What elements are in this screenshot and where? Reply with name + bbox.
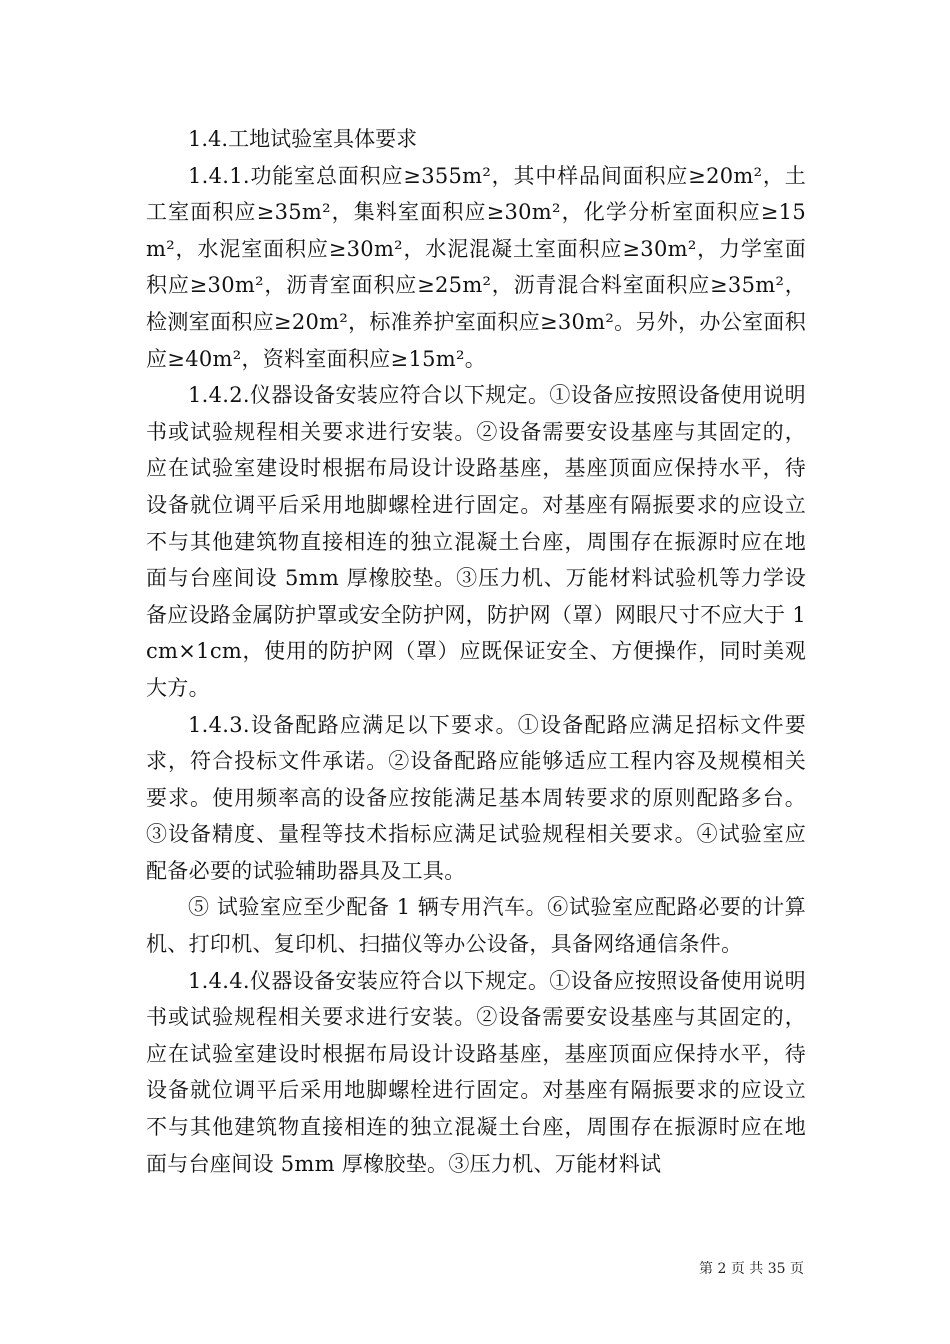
paragraph-1-4-4: 1.4.4.仪器设备安装应符合以下规定。①设备应按照设备使用说明书或试验规程相关要求进行安装。②设备需要安设基座与其固定的，应在试验室建设时根据布局设计设路基座，基座顶面应保持水平，待设备就位调平后采用地脚螺栓进行固定。对基座有隔振要求的应设立不与其他建筑物直接相连的独立混凝土台座，周围存在振源时应在地面与台座间设 5mm 厚橡胶垫。③压力机、万能材料试 — [146, 968, 806, 1176]
paragraph-1-4-1: 1.4.1.功能室总面积应≥355m²，其中样品间面积应≥20m²，土工室面积应≥35m²，集料室面积应≥30m²，化学分析室面积应≥15m²，水泥室面积应≥30m²，水泥混凝土室面积应≥30m²，力学室面积应≥30m²，沥青室面积应≥25m²，沥青混合料室面积应≥35m²，检测室面积应≥20m²，标准养护室面积应≥30m²。另外，办公室面积应≥40m²，资料室面积应≥15m²。 — [146, 163, 806, 371]
paragraph-1-4-2: 1.4.2.仪器设备安装应符合以下规定。①设备应按照设备使用说明书或试验规程相关要求进行安装。②设备需要安设基座与其固定的，应在试验室建设时根据布局设计设路基座，基座顶面应保持水平，待设备就位调平后采用地脚螺栓进行固定。对基座有隔振要求的应设立不与其他建筑物直接相连的独立混凝土台座，周围存在振源时应在地面与台座间设 5mm 厚橡胶垫。③压力机、万能材料试验机等力学设备应设路金属防护罩或安全防护网，防护网（罩）网眼尺寸不应大于 1cm×1cm，使用的防护网（罩）应既保证安全、方便操作，同时美观大方。 — [146, 383, 806, 700]
page-number-footer — [699, 1258, 804, 1278]
section-heading: 1.4.工地试验室具体要求 — [188, 127, 418, 151]
page-number-label: 第 2 页 共 35 页 — [699, 1261, 804, 1277]
paragraph-vehicle-equipment: ⑤ 试验室应至少配备 1 辆专用汽车。⑥试验室应配路必要的计算机、打印机、复印机、扫描仪等办公设备，具备网络通信条件。 — [146, 895, 806, 957]
paragraph-1-4-3: 1.4.3.设备配路应满足以下要求。①设备配路应满足招标文件要求，符合投标文件承诺。②设备配路应能够适应工程内容及规模相关要求。使用频率高的设备应按能满足基本周转要求的原则配路多台。③设备精度、量程等技术指标应满足试验规程相关要求。④试验室应配备必要的试验辅助器具及工具。 — [146, 712, 806, 883]
document-page — [146, 121, 806, 1182]
